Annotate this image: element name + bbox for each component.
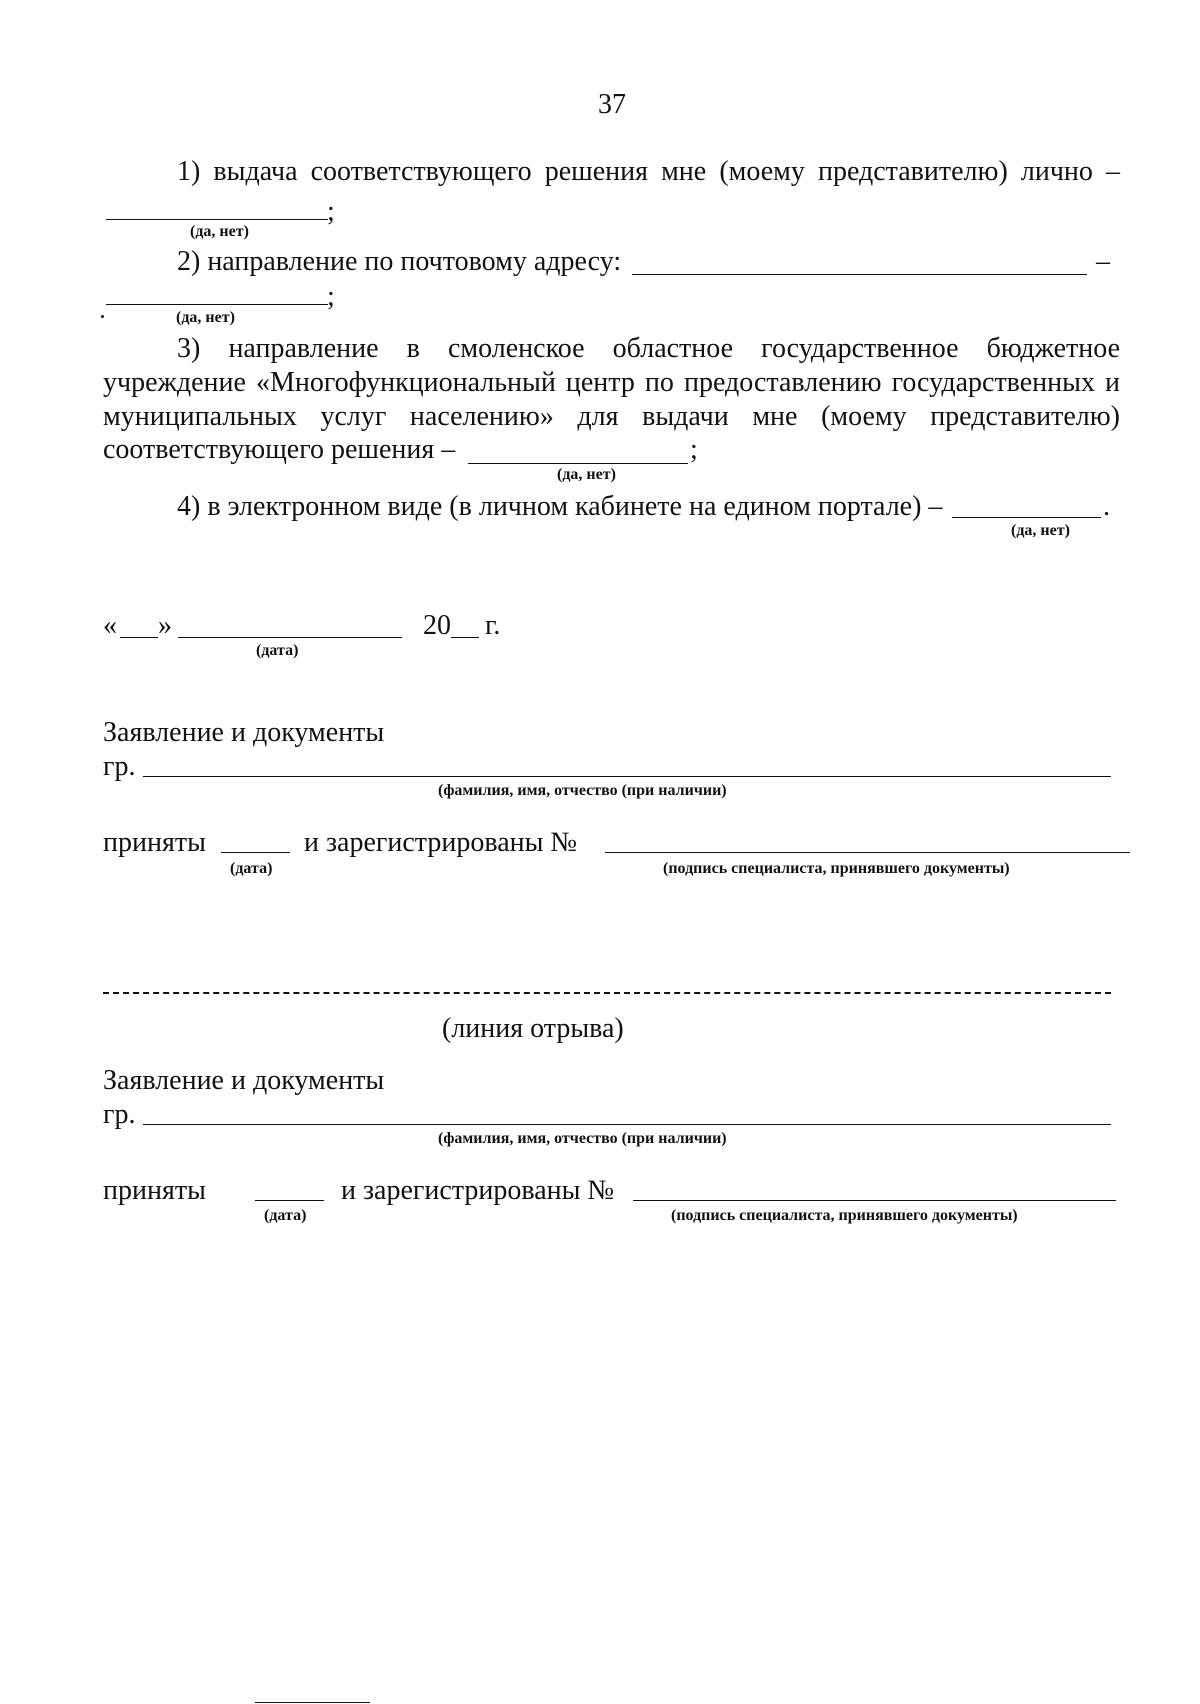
item3-end: ;	[690, 434, 698, 465]
footnote-separator	[255, 1702, 370, 1703]
item4-caption: (да, нет)	[1011, 522, 1070, 539]
item3-line1: 3) направление в смоленское областное государственное бюджетное	[177, 333, 1120, 364]
receipt2-accepted-label: приняты	[103, 1175, 206, 1206]
item2-dash: –	[1096, 246, 1110, 277]
receipt2-registered-label: и зарегистрированы №	[341, 1175, 615, 1206]
receipt2-gr-label: гр.	[103, 1099, 136, 1130]
receipt1-gr-label: гр.	[103, 751, 136, 782]
receipt1-signature-line[interactable]	[605, 852, 1130, 853]
date-close-quote: »	[158, 610, 172, 641]
receipt2-date-line[interactable]	[255, 1200, 324, 1201]
item1-answer-line[interactable]	[106, 219, 328, 220]
item3-caption: (да, нет)	[557, 466, 616, 483]
receipt1-name-caption: (фамилия, имя, отчество (при наличии)	[438, 782, 727, 799]
receipt2-name-line[interactable]	[143, 1124, 1111, 1125]
page-number: 37	[598, 89, 626, 120]
receipt1-accepted-label: приняты	[103, 827, 206, 858]
receipt1-signature-caption: (подпись специалиста, принявшего документы)	[663, 860, 1010, 877]
receipt1-name-line[interactable]	[143, 776, 1111, 777]
postal-address-line[interactable]	[632, 274, 1087, 275]
item2-text: 2) направление по почтовому адресу:	[177, 246, 622, 277]
receipt1-date-line[interactable]	[221, 852, 290, 853]
item2-caption: (да, нет)	[176, 309, 235, 326]
item2-answer-line[interactable]	[106, 304, 328, 305]
date-month-line[interactable]	[178, 637, 402, 638]
receipt1-date-caption: (дата)	[230, 860, 273, 877]
tear-line	[103, 992, 1111, 994]
item4-end: .	[1103, 491, 1110, 522]
item1-text: 1) выдача соответствующего решения мне (моему представителю) лично –	[177, 156, 1120, 187]
receipt2-signature-caption: (подпись специалиста, принявшего документы)	[671, 1207, 1018, 1224]
date-caption: (дата)	[256, 642, 299, 659]
receipt1-registered-label: и зарегистрированы №	[304, 827, 578, 858]
item4-answer-line[interactable]	[952, 517, 1101, 518]
receipt2-heading: Заявление и документы	[103, 1065, 385, 1096]
receipt1-heading: Заявление и документы	[103, 717, 385, 748]
item1-end: ;	[327, 196, 335, 227]
item3-answer-line[interactable]	[468, 463, 688, 464]
item1-caption: (да, нет)	[190, 223, 249, 240]
item3-line2: учреждение «Многофункциональный центр по предоставлению государственных и	[103, 367, 1120, 398]
item3-line3: муниципальных услуг населению» для выдачи мне (моему представителю)	[103, 401, 1120, 432]
year-line[interactable]	[451, 637, 479, 638]
day-line[interactable]	[120, 637, 158, 638]
item4-text: 4) в электронном виде (в личном кабинете на едином портале) –	[177, 491, 943, 522]
year-prefix: 20	[423, 610, 451, 641]
scan-speck	[101, 315, 104, 318]
receipt2-date-caption: (дата)	[264, 1207, 307, 1224]
receipt2-signature-line[interactable]	[633, 1200, 1116, 1201]
date-open-quote: «	[103, 610, 117, 641]
year-suffix: г.	[485, 610, 501, 641]
receipt2-name-caption: (фамилия, имя, отчество (при наличии)	[438, 1130, 727, 1147]
tear-line-label: (линия отрыва)	[442, 1013, 624, 1044]
item3-line4: соответствующего решения –	[103, 434, 456, 465]
item2-end: ;	[327, 281, 335, 312]
